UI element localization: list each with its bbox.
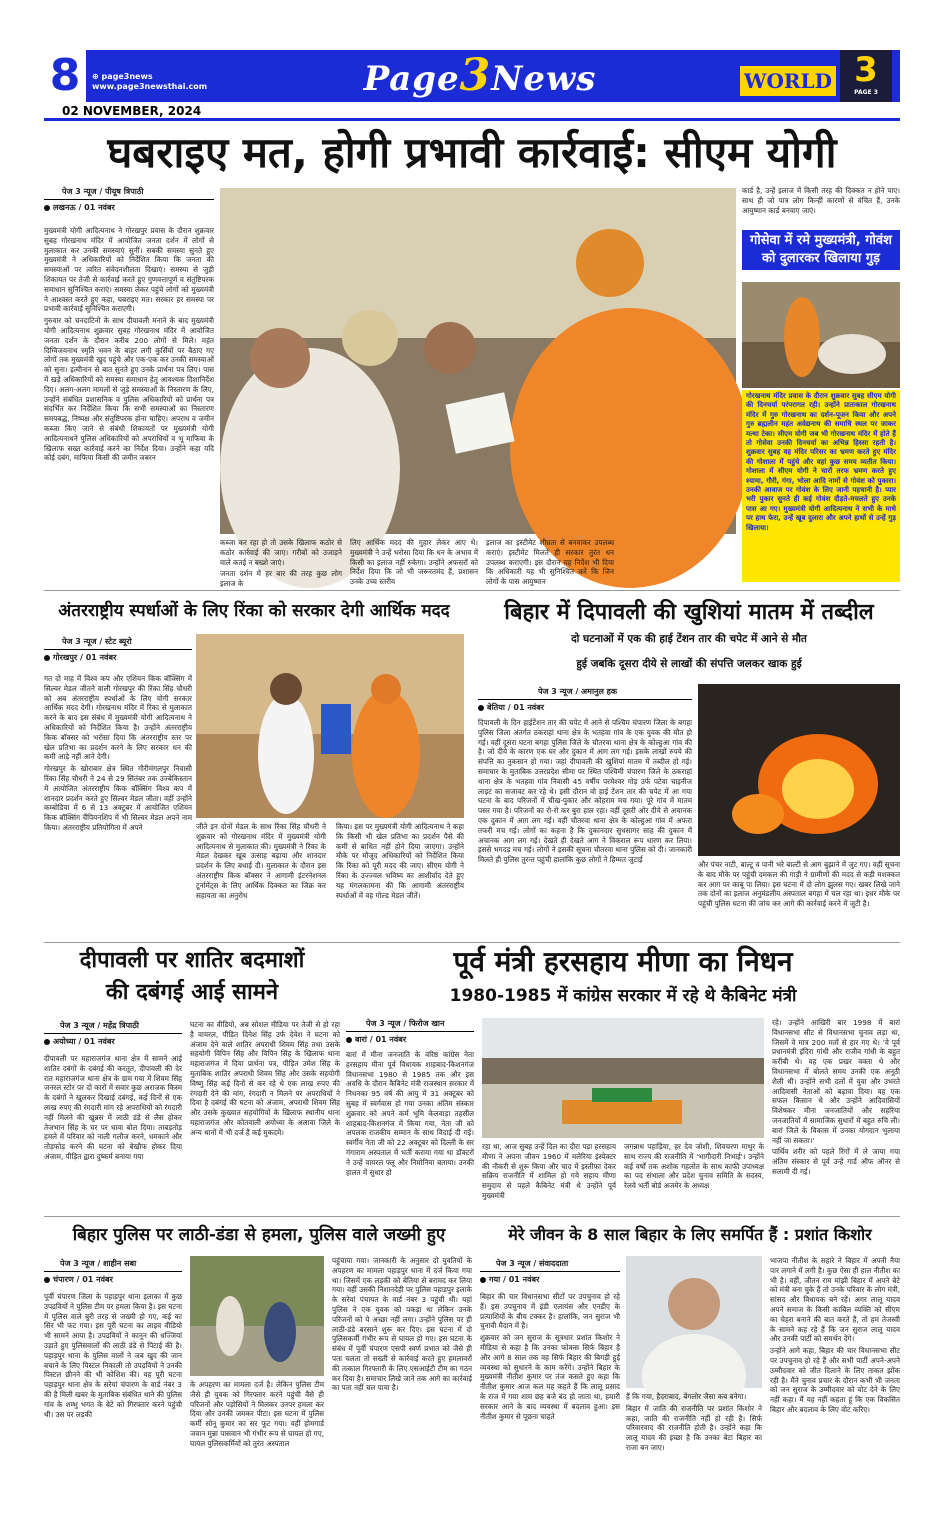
deepawali-headline-2: की दबंगई आई सामने: [105, 980, 279, 1005]
social-icon: ⊕: [92, 72, 102, 81]
cow-feeding-photo: [742, 282, 900, 388]
divider-1: [44, 590, 900, 591]
bihar-diwali-subhead-1: दो घटनाओं में एक की हाई टेंशन तार की चपेट में आने से मौत: [571, 633, 807, 645]
meena-byline: पेज 3 न्यूज / फिरोज खान बारां / 01 नवंबर: [346, 1018, 474, 1045]
rinka-byline: पेज 3 न्यूज / स्टेट ब्यूरो गोरखपुर / 01 नवंबर: [44, 636, 192, 663]
site-handle[interactable]: ⊕ page3news: [92, 72, 153, 81]
bihar-diwali-col1: दिपावली के दिन हाईटेंशन तार की चपेट में आने से पश्चिम चंपारण जिला के बगहा पुलिस जिला अंतर्गत ठकराहां थाना क्षेत्र के भतहवा गांव के एक युवक की मौत हो गई। वहीं दूसरा घटना बगहा पुलिस जिले के चौतरवा थाना क्षेत्र के कोल्हुआ गांव की है। जो दीये के कारण एक घर और दुकान में आग लग गई। इसके लाखों रुपये की संपत्ति का नुकसान हो गया। जहां दीपावली की खुशियां मातम में तब्दील हो गई। समाचार के मुताबिक उत्तरप्रदेश सीमा पर स्थित पश्चिमी चंपारण जिले के ठकराहां थाना क्षेत्र के भतहवा गांव निवासी 45 वर्षीय परमेश्वर गोड़ उर्फ पटेवा चाइनीज लाइट का सजावट कर रहे थे। इसी दौरान वो हाई टेंशन तार की चपेट में आ गया घटना के बाद परिजनों में चीख-पुकार और कोहराम मच गया। पूरे गांव में मातम पसर गया है। परिजनों का रो-रो कर बुरा हाल रहा। वहीं दूसरी ओर दीये से अचानक एक दुकान में आग लग गई। वहीं चौतरवा थाना क्षेत्र के कोल्हुआ गांव में अफरा तफरी मच गई। लोगों का कहना है कि दुकानदार सुधसागर साह की दुकान में अचानक आग लग गई। देखते ही देखते आग ने विकराल रूप धारण कर लिया। इससे भगदड़ मच गई। लोगों ने इसकी सूचना चौतरवा थाना पुलिस को दी। जानकारी मिलते ही पुलिस तुरन्त पहुंची हालांकि कुछ लोगों ने हिम्मत जुटाई: [478, 718, 692, 865]
meena-col3: जगन्नाथ पहाड़िया, हर देव जोशी, शिवचरण माथुर के साथ राज्य की राजनीति में 'भागीदारी निभाई'। उन्होंने कई वर्षों तक अशोक गहलोत के साथ काफी उपाध्यक्ष का पद संभाला और प्रदेश चुनाव समिति के सदस्य, रेलवे भर्ती बोर्ड अजमेर के अध्यक्ष: [624, 1142, 764, 1191]
lead-headline: घबराइए मत, होगी प्रभावी कार्रवाई: सीएम योगी: [107, 128, 837, 177]
meena-col1: बारां में मीना जनजाति के वरिष्ठ कांग्रेस नेता हरसहाय मीना पूर्व विधायक शाहबाद-किशनगंज विधानसभा 1980 से 1985 तक और इस अवधि के दौरान कैबिनेट मंत्री राजस्थान सरकार में निधनका 95 वर्ष की आयु में 31 अक्टूबर को सुबह में स्वर्गवास हो गया उनका अंतिम संस्कार शुक्रवार को अपने कर्म भूमि केलवाड़ा तहसील शाहबाद-किशनगंज में किया गया, नेता जी को अपलक राजकीय सम्मान के साथ विदाई दी गई। स्वर्गीय नेता जी को 22 अक्टूबर को दिल्ली के सर गंगाराम अस्पताल में भर्ती कराया गया था डॉक्टरों ने उन्हें वायरल फ्लू और निमोनिया बताया। उनकी हालत में सुधार हो: [346, 1050, 474, 1177]
bihar-diwali-subhead-2: हुई जबकि दूसरा दीये से लाखों की संपत्ति जलकर खाक हुई: [576, 658, 802, 670]
deepawali-col2: घटना का वीडियो, अब सोशल मीडिया पर तेजी से हो रहा है वायरल, पीड़ित दिनेश सिंह उर्फ देवेश ने घटना को अंजाम देने वाले शातिर अपराधी शिवम सिंह तथा उसके सहयोगी विपिन सिंह और विपिन सिंह के खिलाफ थाना महाराजगंज में दिया प्रार्थना पत्र, पीड़ित उमेश सिंह के मुताबिक शातिर अपराधी शिवम सिंह और उसके सहयोगी विष्णु सिंह कई दिनों से कर रहे थे एक लाख रुपए की रंगदारी देने की मांग, रंगदारी न मिलने पर अपराधियों ने दिया है दबंगई की घटना को अंजाम, अपराधी शिवम सिंह और उसके कुख्यात सहयोगियों के खिलाफ स्थानीय थाना महाराजगंज और कोतवाली अयोध्या के अलावा जिले के अन्य थानों में भी दर्ज हैं कई मुकदमे।: [190, 1020, 340, 1137]
police-attack-photo: [190, 1256, 324, 1376]
divider-3: [44, 1216, 900, 1217]
prashant-kishor-byline: पेज 3 न्यूज / संवाददाता गया / 01 नवंबर: [480, 1258, 620, 1285]
police-attack-col1: पूर्वी चंपारण जिला के पहाड़पुर थाना इलाका में कुछ उपद्रवियों ने पुलिस टीम पर हमला किया है। इस घटना में पुलिस वाले बुरी तरह से जख्मी हो गए, कई का सिर भी फट गया। इस पूरी घटना का लाइव वीडियो भी सामने आया है। उपद्रवियों ने कानून की धज्जियां उड़ाते हुए पुलिसवालों की लाठी डंडे से पिटाई की है। पहाड़पुर थाना के पुलिस वालों ने जब खुद की जान बचाने के लिए पिस्टल निकाली तो उपद्रवियों ने उनकी पिस्टल छीनने की भी कोशिश की। यह पूरी घटना पहाड़पुर थाना क्षेत्र के सरेयां चंपारण के वार्ड नंबर 3 की है मिली खबर के मुताबिक संबंधित थाने की पुलिस गांव के शम्भु भगत के बेटे को गिरफ्तार करने पहुंची थी। उस पर लड़की: [44, 1292, 182, 1419]
page3-logo-icon: 3 PAGE 3: [840, 50, 892, 102]
police-attack-headline: बिहार पुलिस पर लाठी-डंडा से हमला, पुलिस वाले जख्मी हुए: [72, 1225, 446, 1245]
police-attack-byline: पेज 3 न्यूज / शाहीन सबा चंपारण / 01 नवंबर: [44, 1258, 182, 1285]
lead-col4: इलाज का इस्टीमेट शीघ्रता से बनवाकर उपलब्ध कराएं। इस्टीमेट मिलते ही सरकार तुरंत धन उपलब्ध कराएगी। इस दौरान यह निर्देश भी दिया कि अधिकारी यह भी सुनिश्चित करें कि जिन लोगों के पास आयुष्मान: [486, 538, 614, 587]
prashant-kishor-photo: [626, 1256, 762, 1388]
prashant-kishor-col3: भाजपा नीतीश के सहारे ने बिहार में अपनी नैया पार लगाने में लगी है। कुछ ऐसा ही हाल नीतीश का भी है। वहीं, जीतन राम मांझी बिहार में अपने बेटे को मंत्री बना चुके हैं तो उनके परिवार के लोग मंत्री, सांसद और विधायक बने रहें। अगर लालू यादव अपने समाज के किसी काबिल व्यक्ति को सीएम का चेहरा बनाने की बात करते हैं, तो हम तेजस्वी के सामने कह रहे हैं कि जन सुराज लालू यादव और उनकी पार्टी को समर्थन देंगे। उन्होंने आगे कहा, बिहार की चार विधानसभा सीट पर उपचुनाव हो रहे हैं और सभी पार्टी अपने-अपने उम्मीदवार को जीत दिलाने के लिए ताकत झोंक रही है। मैंने चुनाव प्रचार के दौरान कभी भी जनता को जन सुराज के उम्मीदवार को वोट देने के लिए नहीं कहा। मैं यह नहीं कहता हूं कि एक विकसित बिहार और बदलाव के लिए वोट करिए।: [770, 1256, 901, 1414]
deepawali-col1: दीपावली पर महाराजगंज थाना क्षेत्र में सामने आई शातिर दबंगों के दबंगई की करतूत, दीपावली की देर रात महाराजगंज थाना क्षेत्र के ग्राम गया में शिवम सिंह जनरल स्टोर पर दो कारों में सवार कुछ अराजक किस्म के दबंगों ने खुलकर दिखाई दबंगई, कई दिनों से एक लाख रुपए की रंगदारी मांग रहे अपराधियों को रंगदारी नहीं मिलने की खुन्नस में लाठी डंडे से लैस होकर तेजभान सिंह के घर पर धावा बोल दिया। ताबड़तोड़ हमले में परिवार को नाली गलौज करने, धमकाने और तोड़फोड़ करने की घटना को बेखौफ होकर दिया अंजाम, पीड़ित द्वारा दुष्कर्म बनाया गया: [44, 1054, 182, 1161]
cm-janta-darshan-photo: [220, 188, 736, 534]
prashant-kishor-headline: मेरे जीवन के 8 साल बिहार के लिए समर्पित हैं : प्रशांत किशोर: [508, 1225, 872, 1244]
police-attack-col1b: के अपहरण का मामला दर्ज है। लेकिन पुलिस टीम जैसे ही युवक को गिरफ्तार करने पहुंची वैसे ही परिजनों और पड़ोसियों ने मिलकर उनपर हमला कर दिया और उनकी जमकर पीटा। इस घटना में पुलिस कर्मी सोनू कुमार का सर फूट गया। वहीं होमगार्ड जवान मुन्ना पासवान भी गंभीर रूप से घायल हो गए, घायल पुलिसकर्मियों को तुरंत अस्पताल: [190, 1380, 324, 1448]
funeral-photo: [482, 1018, 764, 1138]
rinka-col1: गत दो माह में विश्व कप और एशियन किक बॉक्सिंग में सिल्वर मेडल जीतने वाली गोरखपुर की रिंका सिंह चौधरी को अब अंतरराष्ट्रीय स्पर्धाओं के लिए योगी सरकार आर्थिक मदद देगी। गोरखनाथ मंदिर में रिंका से मुलाकात करने के बाद इस संबंध में मुख्यमंत्री योगी आदित्यनाथ ने अधिकारियों को निर्देशित किया है। उन्होंने अंतरराष्ट्रीय किक बॉक्सर को भरोसा दिया कि अंतरराष्ट्रीय स्तर पर खेल प्रतिभा का प्रदर्शन करने के लिए सरकार धन की कमी आड़े नहीं आने देगी। गोरखपुर के खोराबार क्षेत्र स्थित गौरीमंगलपुर निवासी रिंका सिंह चौधरी ने 24 से 29 सितंबर तक उज्बेकिस्तान में आयोजित अंतरराष्ट्रीय किक बॉक्सिंग विश्व कप में शानदार प्रदर्शन करते हुए सिल्वर मेडल जीता। वहीं उन्होंने कम्बोडिया में 6 से 13 अक्टूबर में आयोजित एशियन किक बॉक्सिंग चैंपियनशिप में भी सिल्वर मेडल अपने नाम किया। अंतरराष्ट्रीय प्रतियोगिता में अपने: [44, 674, 192, 832]
gosewa-text: गोरखनाथ मंदिर प्रवास के दौरान शुक्रवार सुबह सीएम योगी की दिनचर्या परंपरागत रही। उन्होंने प्रातःकाल गोरखनाथ मंदिर में गुरु गोरखनाथ का दर्शन-पूजन किया और अपने गुरु ब्रह्मलीन महंत अवेद्यनाथ की समाधि स्थल पर जाकर मत्था टेका। सीएम योगी जब भी गोरखनाथ मंदिर में होते हैं तो गोसेवा उनकी दिनचर्या का अभिन्न हिस्सा रहती है। शुक्रवार सुबह वह मंदिर परिसर का भ्रमण करते हुए मंदिर की गोशाला में पहुंचे और वहां कुछ समय व्यतीत किया। गोशाला में सीएम योगी ने चारों तरफ भ्रमण करते हुए श्यामा, गौरी, गंगा, भोला आदि नामों से गोवंश को पुकारा। उनकी आवाज पर गोवंश के लिए जानी पहचानी है। प्यार भरी पुकार सुनते ही कई गोवंश दौड़ते-मचलते हुए उनके पास आ गए। मुख्यमंत्री योगी आदित्यनाथ ने सभी के माथे पर हाथ फेरा, उन्हें खूब दुलारा और अपने हाथों से उन्हें गुड़ खिलाया।: [746, 392, 896, 532]
meena-headline: पूर्व मंत्री हरसहाय मीणा का निधन: [453, 945, 793, 978]
lead-col2: कब्जा कर रहा हो तो उसके खिलाफ कठोर से कठोर कार्रवाई की जाए। गरीबों को उजाड़ने वाले कतई न बख्शे जाएं। जनता दर्शन में हर बार की तरह कुछ लोग इलाज के: [220, 538, 342, 589]
page-number: 8: [44, 50, 86, 102]
site-url[interactable]: www.page3newsthai.com: [92, 82, 208, 91]
section-label: WORLD: [740, 66, 836, 96]
site-links: [92, 72, 207, 92]
gosewa-headline: गोसेवा में रमे मुख्यमंत्री, गोवंश को दुलारकर खिलाया गुड़: [742, 230, 900, 270]
bihar-diwali-col2: और पंचर नाटी, बाल्टू व पानी भरे बाल्टी से आग बुझाने में जुट गए। वहीं सूचना के बाद मौके पर पहुंची दमकल की गाड़ी ने ग्रामीणों की मदद से कड़ी मशक्कत कर आग पर काबू पा लिया। इस घटना में दो लोग झुलस गए। खबर लिखे जाने तक दोनों का इलाज अनुमंडलीय अस्पताल बगहा में चल रहा था। इधर मौके पर पहुंची पुलिस घटना की जांच कर आगे की कार्रवाई करने में जुटी है।: [698, 860, 900, 909]
meena-col2: रहा था, आज सुबह उन्हें दिल का दौरा पड़ा हरसहाय मीणा ने अपना जीवन 1960 में मलेरिया इंस्पेक्टर की नौकरी से शुरू किया और चाद में इस्तीफा देकर सक्रिय राजनीति में शामिल हो गये सहाय मीणा समुदाय से पहले कैबिनेट मंत्री थे उन्होंने पूर्व मुख्यमंत्री: [482, 1142, 616, 1200]
meena-col4: रहे। उन्होंने आखिरी बार 1998 में बारां विधानसभा सीट से विधानसभा चुनाव लड़ा था, जिसमें वे मात्र 200 मतों से हार गए थे। 'वे पूर्व प्रधानमंत्री इंदिरा गांधी और राजीव गांधी के बहुत करीबी थे। वह एक प्रखर वक्ता थे और विधानसभा में बोलते समय उनकी एक अनूठी शैली थी। उन्होंने सभी दलों में युवा और उभरते आदिवासी नेताओं को बढ़ावा दिया। वह एक सफल किसान थे और उन्होंने आदिवासियों विशेषकर मीना जनजातियों और सहरिया जनजातियों में सामाजिक सुधारों में बहुत रुचि ली। बारां जिले के विकास में उनका योगदान भुलाया नहीं जा सकता।' पार्थिव शरीर को पहले रिंगों में ले जाया गया अंतिम संस्कार से पूर्व उन्हें गार्ड ऑफ ऑनर से सलामी दी गई।: [772, 1018, 900, 1176]
lead-col5: कार्ड है, उन्हें इलाज में किसी तरह की दिक्कत न होने पाए। साथ ही जो पात्र लोग किन्हीं कारणों से वंचित हैं, उनके आयुष्मान कार्ड बनवाए जाएं।: [742, 186, 900, 215]
rinka-headline: अंतरराष्ट्रीय स्पर्धाओं के लिए रिंका को सरकार देगी आर्थिक मदद: [58, 601, 450, 621]
fire-photo: [698, 684, 900, 856]
police-attack-col2: पहुंचाया गया। जानकारी के अनुसार दो युवतियों के अपहरण का मामला पहाड़पुर थाना में दर्ज किया गया था। जिसमें एक लड़की को बेतिया से बरामद कर लिया गया। वहीं उसकी निशानदेही पर पुलिस पहाड़पुर इलाके के सरेयां पंचायत के वार्ड नंबर 3 पहुंची थी। यहां पुलिस ने एक युवक को पकड़ा था लेकिन उनके परिजनों को ये अच्छा नहीं लगा। उन्होंने पुलिस पर ही लाठी-डंडे बरसाने शुरू कर दिए। इस घटना में दो पुलिसकर्मी गंभीर रूप से घायल हो गए। इस घटना के संबंध में पूर्वी चंपारण एसपी स्वर्ण प्रभात को जैसे ही पता चलता तो सख्ती से कार्रवाई करते हुए हमलावरों की तत्काल गिरफ्तारी के लिए एसआईटी टीम का गठन कर दिया है। समाचार लिखे जाने तक आगे का कार्रवाई का पता नहीं चल पाया है।: [332, 1256, 472, 1393]
issue-date: 02 NOVEMBER, 2024: [62, 104, 202, 118]
bihar-diwali-headline: बिहार में दिपावली की खुशियां मातम में तब्दील: [504, 600, 874, 625]
lead-col3: लिए आर्थिक मदद की गुहार लेकर आए थे। मुख्यमंत्री ने उन्हें भरोसा दिया कि धन के अभाव में किसी का इलाज नहीं रुकेगा। उन्होंने अफसरों को निर्देश दिया कि जो भी जरूरतमंद हैं, प्रशासन उनके उच्च स्तरीय: [350, 538, 478, 587]
prashant-kishor-col2: हैं कि गया, हैदराबाद, बेंगलोर जैसा कब बनेगा। बिहार में जाति की राजनीति पर प्रशांत किशोर ने कहा, जाति की राजनीति नहीं हो रही है। सिर्फ परिवारवाद की राजनीति होती है। उन्होंने कहा कि लालू यादव की इच्छा है कि उनका बेटा बिहार का राजा बन जाए।: [626, 1392, 762, 1452]
lead-byline: पेज 3 न्यूज / पीयूष त्रिपाठी लखनऊ / 01 नवंबर: [44, 186, 214, 213]
rinka-medal-photo: [196, 634, 464, 818]
lead-col1: मुख्यमंत्री योगी आदित्यनाथ ने गोरखपुर प्रवास के दौरान शुक्रवार सुबह गोरखनाथ मंदिर में आयोजित जनता दर्शन में लोगों से मुलाकात कर उनकी समस्याएं सुनीं। सबकी समस्या सुनते हुए मुख्यमंत्री ने अधिकारियों को निर्देशित किया कि जनता की समस्याओं पर त्वरित संवेदनशीलता दिखाएं। समस्या से जुड़ी शिकायत पर तेजी से कार्रवाई करते हुए गुणवत्तापूर्ण व संतुष्टिपरक समाधान सुनिश्चित कराएं। समस्या लेकर पहुंचे लोगों को मुख्यमंत्री ने आश्वस्त करते हुए कहा, घबराइए मत। सरकार हर समस्या पर प्रभावी कार्रवाई सुनिश्चित कराएगी। गुरुवार को चनदाटिनों के साथ दीपावली मनाने के बाद मुख्यमंत्री योगी आदित्यनाथ शुक्रवार सुबह गोरखनाथ मंदिर में आयोजित जनता दर्शन के दौरान करीब 200 लोगों से मिले। महंत दिग्विजयनाथ स्मृति भवन के बाहर लगी कुर्सियों पर बैठाए गए लोगों तक मुख्यमंत्री खुद पहुंचे और एक-एक कर उनकी समस्याओं को सुना। इत्मीनान से बात सुनते हुए उनके प्रार्थना पत्र लिए। पास में खड़े अधिकारियों को समस्या समाधान हेतु आवश्यक दिशानिर्देश दिए। अलग-अलग मामलों से जुड़े समस्याओं के निस्तारण के लिए, उन्होंने संबंधित प्रशासनिक व पुलिस अधिकारियों को प्रार्थना पत्र संदर्भित कर निर्देशित किया कि सभी समस्याओं का निस्तारण समयबद्ध, निष्पक्ष और संतुष्टिपरक होना चाहिए। अपराध व जमीन कब्जा किए जाने से संबंधी शिकायतों पर मुख्यमंत्री योगी आदित्यनाथने पुलिस अधिकारियों को अपराधियों व भू माफिया के खिलाफ सख्त कार्रवाई करने का निर्देश दिया। उन्होंने कहा यदि कोई दबंग, माफिया किसी की जमीन जबरन: [44, 226, 214, 463]
deepawali-headline-1: दीपावली पर शातिर बदमाशों: [79, 948, 305, 973]
date-rule: [44, 118, 900, 121]
meena-subhead: 1980-1985 में कांग्रेस सरकार में रहे थे कैबिनेट मंत्री: [449, 986, 797, 1006]
deepawali-byline: पेज 3 न्यूज / महेंद्र त्रिपाठी अयोध्या / 01 नवंबर: [44, 1020, 182, 1047]
rinka-col2: जीते इन दोनों मेडल के साथ रिंका सिंह चौधरी ने शुक्रवार को गोरखनाथ मंदिर में मुख्यमंत्री योगी आदित्यनाथ से मुलाकात की। मुख्यमंत्री ने रिंका के मेडल देखकर खूब उत्साह बढ़ाया और शानदार प्रदर्शन के लिए बधाई दी। मुलाकात के दौरान इस अंतरराष्ट्रीय किक बॉक्सर ने आगामी इंटरनेशनल टूर्नामेंट्स के लिए आर्थिक दिक्कत का जिक्र कर सहायता का अनुरोध: [196, 822, 326, 900]
brand-logo: Page3News: [363, 50, 597, 101]
bihar-diwali-byline: पेज 3 न्यूज / अमानुल हक बेतिया / 01 नवंबर: [478, 686, 692, 713]
prashant-kishor-col1: बिहार की चार विधानसभा सीटों पर उपचुनाव हो रहे हैं। इस उपचुनाव में इंडी एलायंस और एनडीए के प्रत्याशियों के बीच टक्कर है। हालांकि, जन सुराज भी चुनावी मैदान में है। शुक्रवार को जन सुराज के सूत्रधार प्रशांत किशोर ने मीडिया से कहा है कि उनका फोकस सिर्फ बिहार है और आगे 8 साल तक वह सिर्फ बिहार की बिगड़ी हुई व्यवस्था को सुधारने के काम करेंगे। उन्होंने बिहार के मुख्यमंत्री नीतीश कुमार पर तंज कसते हुए कहा कि नीतीश कुमार आज कल यह कहते हैं कि लालू प्रसाद के राज में गया शाम छह बजे बंद हो जाता था, हमारी सरकार आने के बाद व्यवस्था में बदलाव हुआ। इस नीतीश कुमार से पूछना चाहते: [480, 1292, 620, 1421]
rinka-col3: किया। इस पर मुख्यमंत्री योगी आदित्यनाथ ने कहा कि किसी भी खेल प्रतिभा का प्रदर्शन पैसे की कमी से बाधित नहीं होने दिया जाएगा। उन्होंने मौके पर मौजूद अधिकारियों को निर्देशित किया कि रिंका को पूरी मदद की जाए। सीएम योगी ने रिंका के उज्ज्वल भविष्य का आशीर्वाद देते हुए यह मंगलकामना की कि आगामी अंतरराष्ट्रीय स्पर्धाओं में वह गोल्ड मेडल जीतें।: [336, 822, 464, 900]
